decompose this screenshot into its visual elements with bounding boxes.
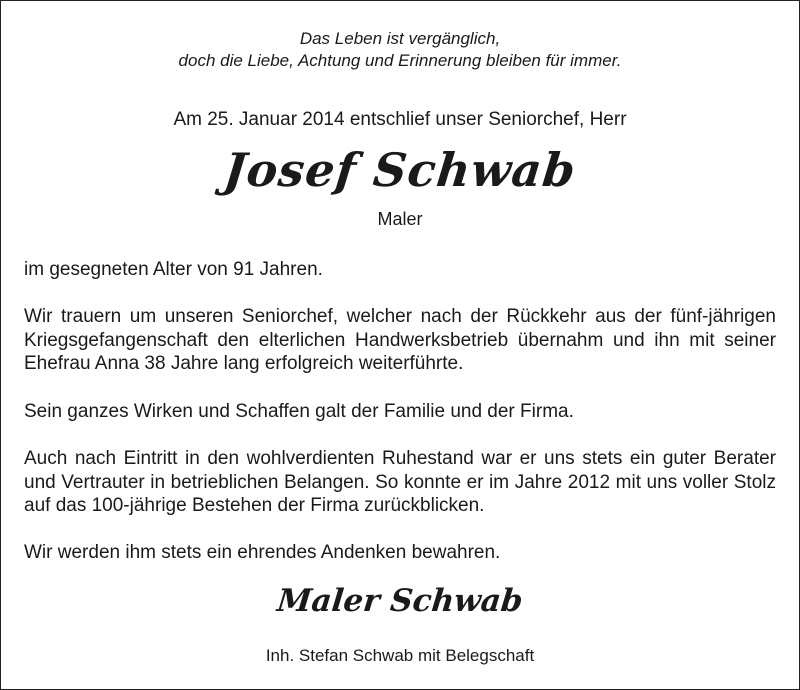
motto-line-2: doch die Liebe, Achtung und Erinnerung bleiben für immer.: [178, 51, 622, 70]
mourning-paragraph: Wir trauern um unseren Seniorchef, welcher nach der Rückkehr aus der fünf-jährigen Kriegsgefangenschaft den elterlichen Handwerksbetrieb übernahm und ihn mit seiner Ehefrau Anna 38 Jahre lang erfolgreich weiterführte.: [24, 306, 776, 374]
owner-line: Inh. Stefan Schwab mit Belegschaft: [265, 646, 535, 665]
memory-paragraph: Wir werden ihm stets ein ehrendes Andenken bewahren.: [24, 542, 501, 563]
deceased-profession: Maler: [377, 209, 423, 229]
work-paragraph: Sein ganzes Wirken und Schaffen galt der Familie und der Firma.: [24, 401, 574, 422]
deceased-name: Josef Schwab: [221, 143, 579, 197]
announcement-intro: Am 25. Januar 2014 entschlief unser Seniorchef, Herr: [173, 109, 627, 130]
age-paragraph: im gesegneten Alter von 91 Jahren.: [24, 259, 323, 280]
motto-line-1: Das Leben ist vergänglich,: [299, 29, 501, 48]
retirement-paragraph: Auch nach Eintritt in den wohlverdienten Ruhestand war er uns stets ein guter Berater und Vertrauter in betrieblichen Belangen. So konnte er im Jahre 2012 mit uns voller Stolz auf das 100-jährige Bestehen der Firma zurückblicken.: [24, 448, 776, 516]
motto: [0, 28, 800, 72]
company-signature: Maler Schwab: [275, 583, 525, 619]
